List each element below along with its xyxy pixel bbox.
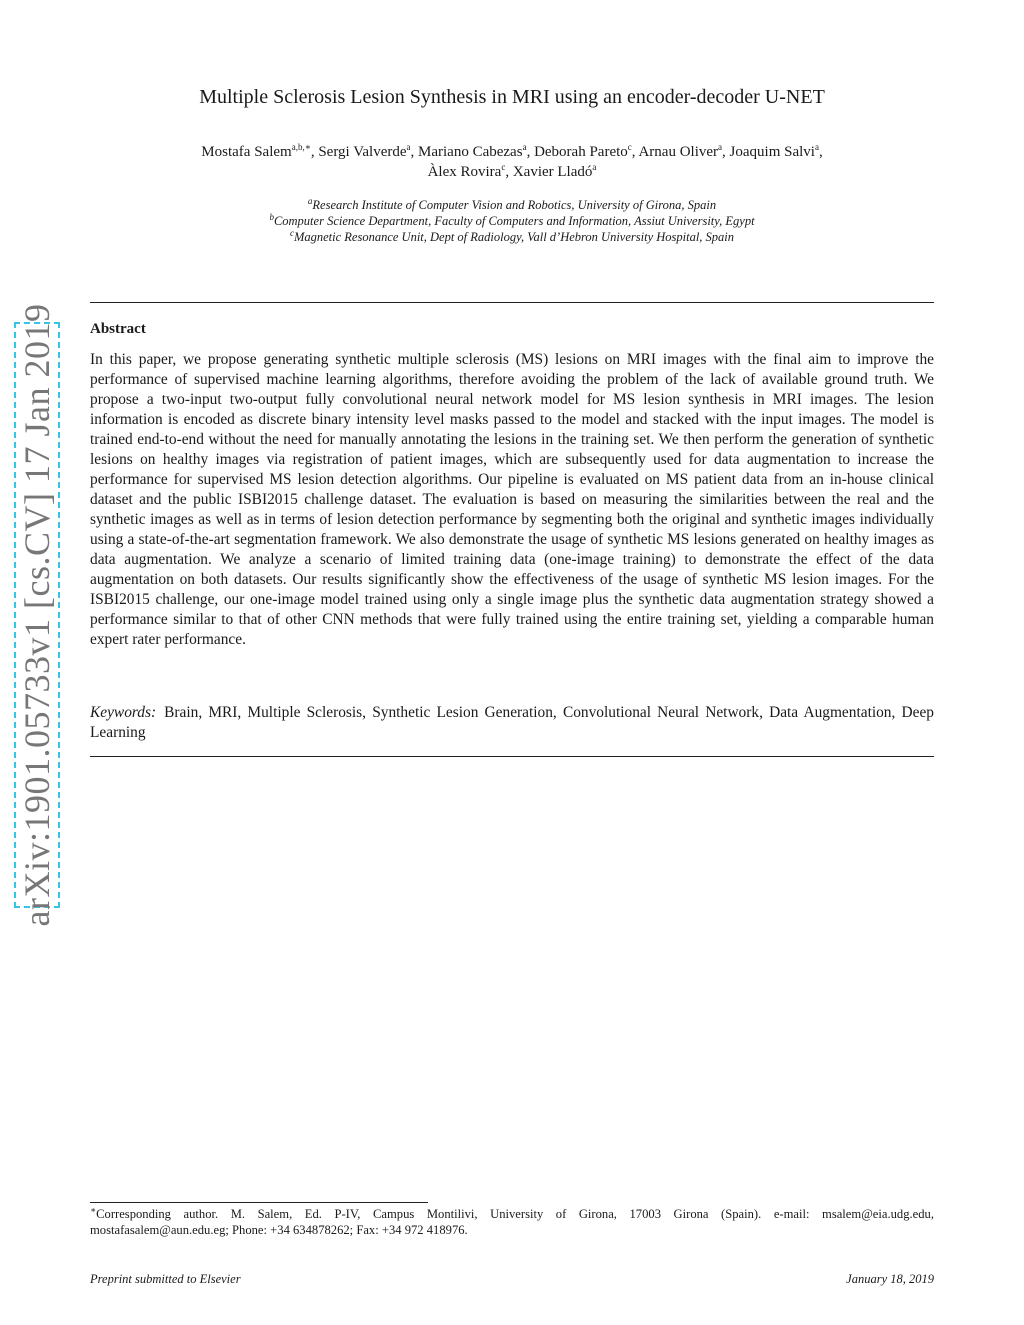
author: [318, 144, 418, 160]
affiliation: [90, 229, 934, 245]
author: [513, 164, 597, 180]
affiliation-text: Research Institute of Computer Vision and Robotics, University of Girona, Spain: [312, 198, 717, 212]
footnote-rule: [90, 1202, 428, 1203]
author-name: Sergi Valverde: [318, 144, 407, 160]
abstract-text: In this paper, we propose generating synthetic multiple sclerosis (MS) lesions on MRI images with the final aim to improve the performance of supervised machine learning algorithms, therefore avoiding the problem of the lack of available ground truth. We propose a two-input two-output fully convolutional neural network model for MS lesion synthesis in MRI images. The lesion information is encoded as discrete binary intensity level masks passed to the model and stacked with the input images. The model is trained end-to-end without the need for manually annotating the lesions in the training set. We then perform the generation of synthetic lesions on healthy images via registration of patient images, which are subsequently used for data augmentation to increase the performance for supervised MS lesion detection algorithms. Our pipeline is evaluated on MS patient data from an in-house clinical dataset and the public ISBI2015 challenge dataset. The evaluation is based on measuring the similarities between the real and the synthetic images as well as in terms of lesion detection performance by segmenting both the original and synthetic images individually using a state-of-the-art segmentation framework. We also demonstrate the usage of synthetic MS lesions generated on healthy images as data augmentation. We analyze a scenario of limited training data (one-image training) to demonstrate the effect of the data augmentation on both datasets. Our results significantly show the effectiveness of the usage of synthetic MS lesion images. For the ISBI2015 challenge, our one-image model trained using only a single image plus the synthetic data augmentation strategy showed a performance similar to that of other CNN methods that were fully trained using the entire training set, yielding a comparable human expert rater performance.: [90, 351, 934, 648]
author: [418, 144, 534, 160]
footnote-text: Corresponding author. M. Salem, Ed. P-IV, Campus Montilivi, University of Girona, 17003 Girona (Spain). e-mail: msalem@eia.udg.edu, mostafasalem@aun.edu.eg; Phone: +34 634878262; Fax: +34 972 418976.: [90, 1207, 934, 1237]
affiliation-mark: b: [269, 211, 274, 222]
author-name: Xavier Lladó: [512, 164, 593, 180]
abstract-bottom-rule: [90, 756, 934, 757]
footnote-mark: ∗: [90, 1204, 97, 1215]
affiliation-mark: a: [307, 195, 313, 206]
author-separator: ,: [310, 144, 319, 160]
author-affiliation-mark: c: [501, 162, 506, 172]
author-affiliation-mark: a: [406, 142, 411, 152]
corresponding-author-footnote: [90, 1206, 934, 1238]
arxiv-identifier[interactable]: arXiv:1901.05733v1 [cs.CV] 17 Jan 2019: [17, 303, 57, 927]
author-separator: ,: [722, 144, 730, 160]
author-affiliation-mark: a: [814, 142, 819, 152]
author: [730, 144, 823, 160]
author-separator: ,: [505, 164, 513, 180]
affiliation-mark: c: [289, 227, 294, 238]
author-affiliation-mark: a,b,∗: [291, 142, 311, 152]
author-name: Mariano Cabezas: [418, 144, 523, 160]
author-affiliation-mark: a: [592, 162, 597, 172]
abstract-heading: Abstract: [90, 321, 146, 337]
author-separator: ,: [526, 144, 535, 160]
author-affiliation-mark: c: [627, 142, 632, 152]
author-separator: ,: [410, 144, 419, 160]
affiliation-list: [90, 197, 934, 245]
author-name: Deborah Pareto: [534, 144, 628, 160]
keywords: [90, 703, 934, 743]
author-separator: ,: [818, 144, 823, 160]
paper-title: Multiple Sclerosis Lesion Synthesis in MRI using an encoder-decoder U-NET: [199, 86, 825, 108]
affiliation-text: Magnetic Resonance Unit, Dept of Radiology, Vall d’Hebron University Hospital, Spain: [293, 230, 735, 244]
author-separator: ,: [631, 144, 639, 160]
affiliation: [90, 213, 934, 229]
keywords-text: Brain, MRI, Multiple Sclerosis, Synthetic Lesion Generation, Convolutional Neural Network, Data Augmentation, Deep Learning: [90, 704, 934, 741]
author-name: Àlex Rovira: [427, 164, 502, 180]
author: [534, 144, 638, 160]
author: [428, 164, 513, 180]
affiliation: [90, 197, 934, 213]
arxiv-stamp: [14, 303, 60, 927]
preprint-date: January 18, 2019: [846, 1272, 934, 1286]
author: [638, 144, 729, 160]
preprint-note: Preprint submitted to Elsevier: [90, 1272, 241, 1286]
author-list: [90, 142, 934, 182]
author: [201, 144, 318, 160]
author-name: Joaquim Salvi: [729, 144, 815, 160]
keywords-label: Keywords:: [90, 704, 157, 721]
author-affiliation-mark: a: [522, 142, 527, 152]
abstract-top-rule: [90, 302, 934, 303]
affiliation-text: Computer Science Department, Faculty of Computers and Information, Assiut University, Egypt: [273, 214, 755, 228]
author-affiliation-mark: a: [718, 142, 723, 152]
author-name: Mostafa Salem: [201, 144, 292, 160]
author-name: Arnau Oliver: [638, 144, 719, 160]
